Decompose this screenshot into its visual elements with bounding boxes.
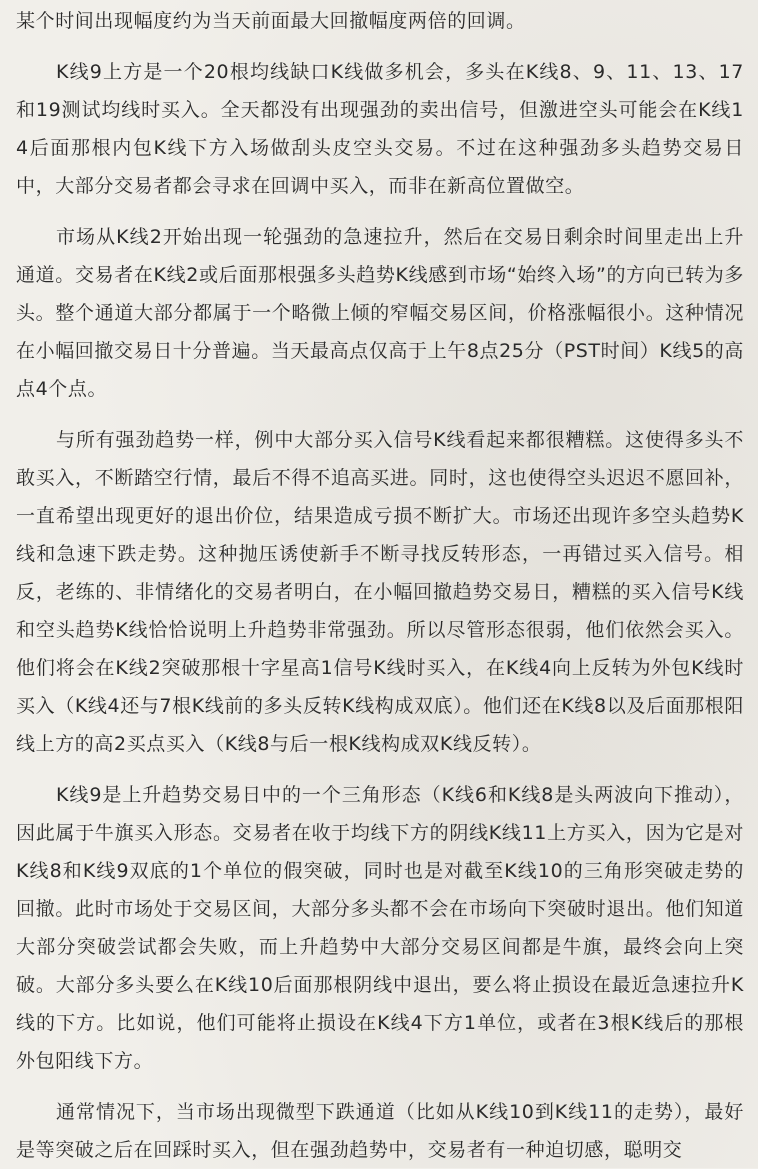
- paragraph-continuation: 某个时间出现幅度约为当天前面最大回撤幅度两倍的回调。: [16, 10, 526, 32]
- paragraph-bar9-ma-gap: K线9上方是一个20根均线缺口K线做多机会，多头在K线8、9、11、13、17和19测试均线时买入。全天都没有出现强劲的卖出信号，但激进空头可能会在K线14后面那根内包K线下方入场做刮头皮空头交易。不过在这种强劲多头趋势交易日中，大部分交易者都会寻求在回调中买入，而非在新高位置做空。: [16, 61, 744, 197]
- paragraph-triangle-bull-flag: K线9是上升趋势交易日中的一个三角形态（K线6和K线8是头两波向下推动），因此属于牛旗买入形态。交易者在收于均线下方的阴线K线11上方买入，因为它是对K线8和K线9双底的1个单位的假突破，同时也是对截至K线10的三角形突破走势的回撤。此时市场处于交易区间，大部分多头都不会在市场向下突破时退出。他们知道大部分突破尝试都会失败，而上升趋势中大部分交易区间都是牛旗，最终会向上突破。大部分多头要么在K线10后面那根阴线中退出，要么将止损设在最近急速拉升K线的下方。比如说，他们可能将止损设在K线4下方1单位，或者在3根K线后的那根外包阳线下方。: [16, 784, 744, 1072]
- paragraph-micro-channel: 通常情况下，当市场出现微型下跌通道（比如从K线10到K线11的走势），最好是等突破之后在回踩时买入，但在强劲趋势中，交易者有一种迫切感，聪明交: [16, 1101, 744, 1161]
- paragraph-spike-channel: 市场从K线2开始出现一轮强劲的急速拉升，然后在交易日剩余时间里走出上升通道。交易者在K线2或后面那根强多头趋势K线感到市场“始终入场”的方向已转为多头。整个通道大部分都属于一个略微上倾的窄幅交易区间，价格涨幅很小。这种情况在小幅回撤交易日十分普遍。当天最高点仅高于上午8点25分（PST时间）K线5的高点4个点。: [16, 226, 744, 400]
- paragraph-strong-trend-signals: 与所有强劲趋势一样，例中大部分买入信号K线看起来都很糟糕。这使得多头不敢买入，不断踏空行情，最后不得不追高买进。同时，这也使得空头迟迟不愿回补，一直希望出现更好的退出价位，结果造成亏损不断扩大。市场还出现许多空头趋势K线和急速下跌走势。这种抛压诱使新手不断寻找反转形态，一再错过买入信号。相反，老练的、非情绪化的交易者明白，在小幅回撤趋势交易日，糟糕的买入信号K线和空头趋势K线恰恰说明上升趋势非常强劲。所以尽管形态很弱，他们依然会买入。他们将会在K线2突破那根十字星高1信号K线时买入，在K线4向上反转为外包K线时买入（K线4还与7根K线前的多头反转K线构成双底）。他们还在K线8以及后面那根阳线上方的高2买点买入（K线8与后一根K线构成双K线反转）。: [16, 429, 744, 755]
